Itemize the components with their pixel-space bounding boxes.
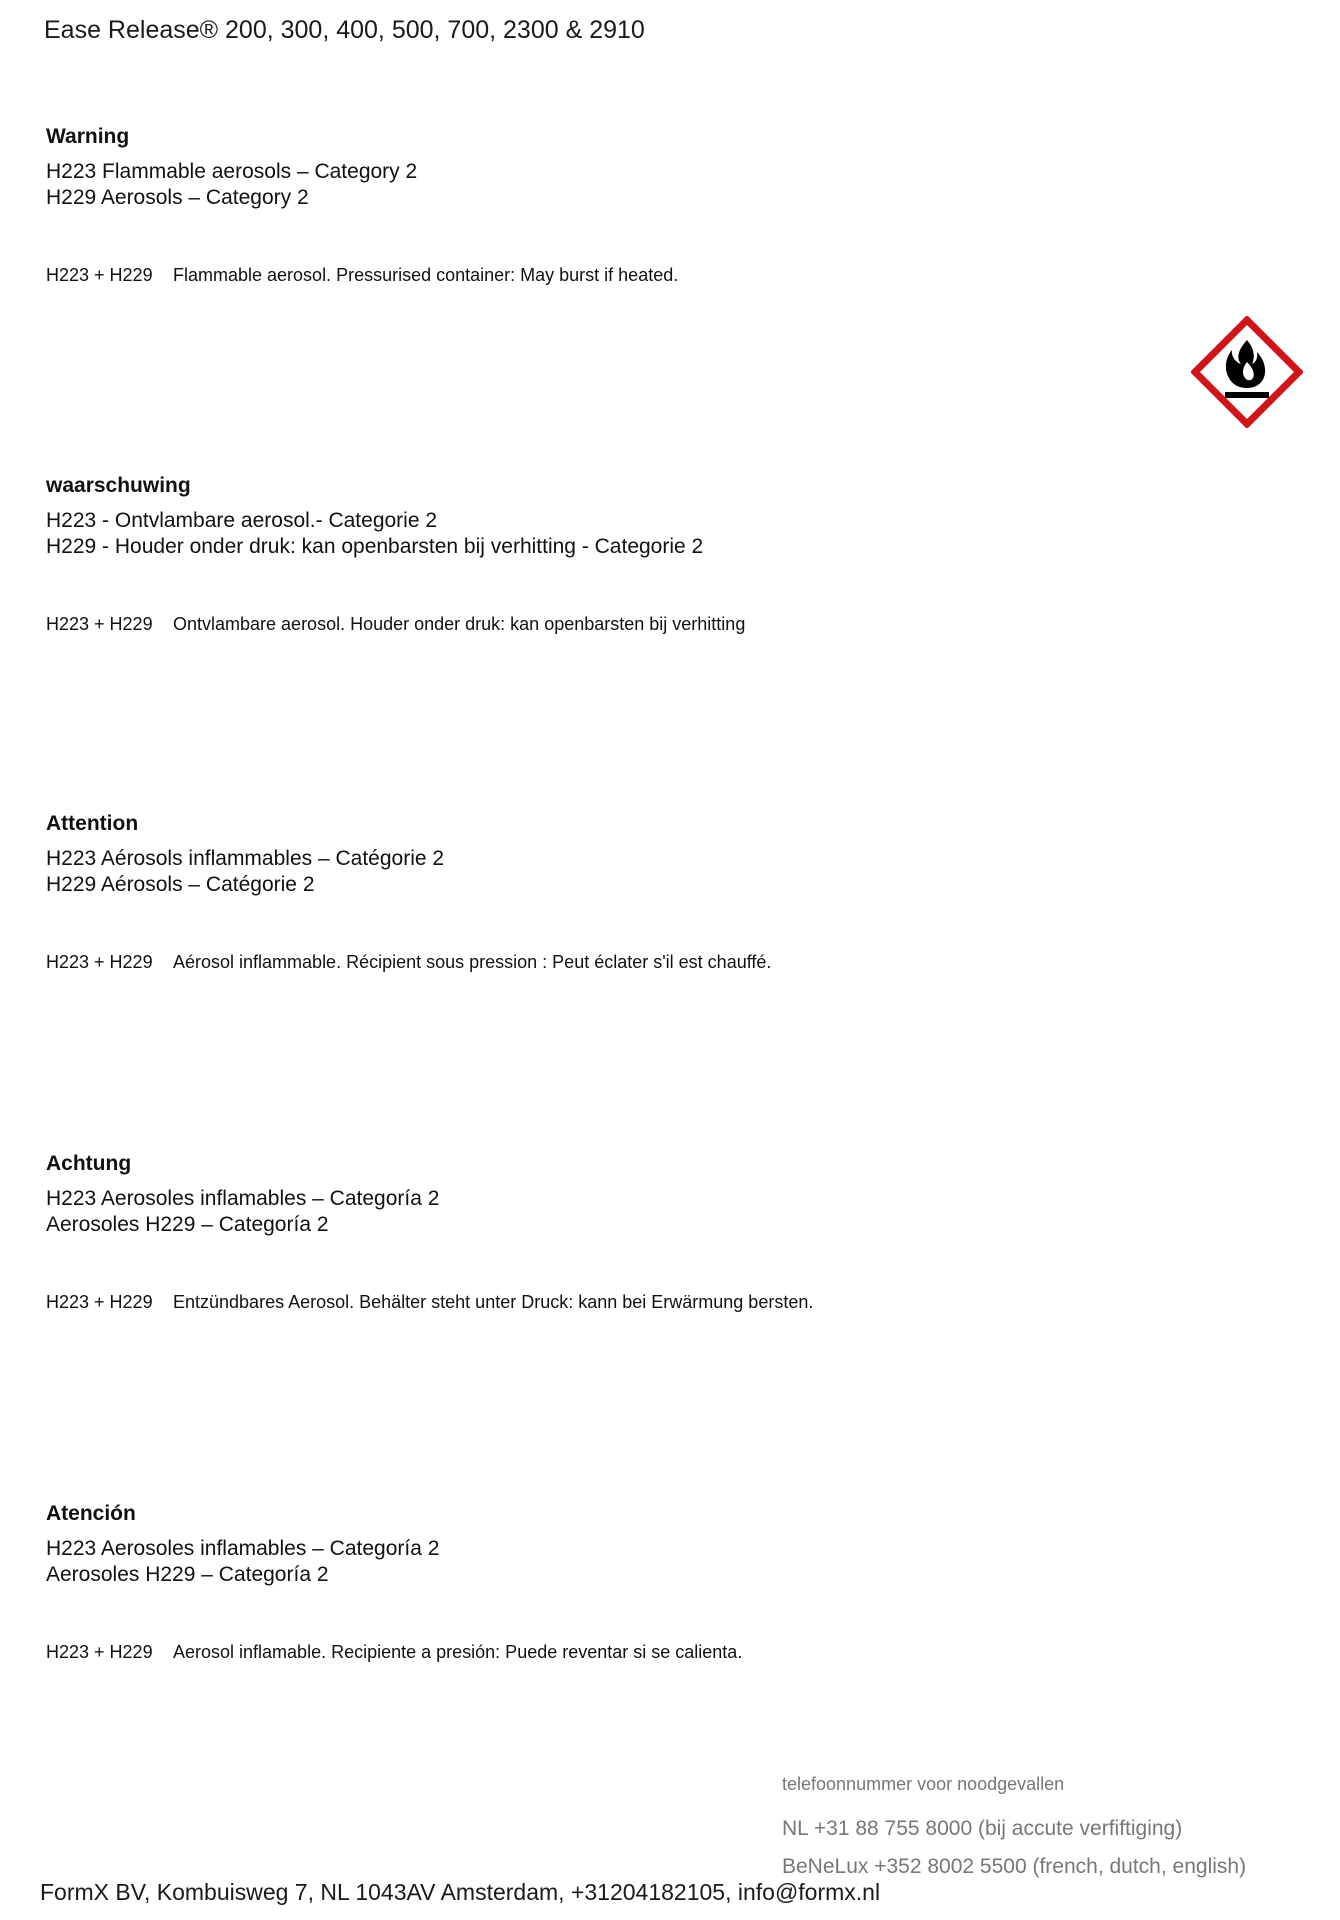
combined-code: H223 + H229 xyxy=(46,265,153,285)
combined-code: H223 + H229 xyxy=(46,1642,153,1662)
signal-word: waarschuwing xyxy=(46,474,191,497)
emergency-label: telefoonnummer voor noodgevallen xyxy=(782,1774,1065,1794)
combined-statement xyxy=(46,952,1046,973)
hazard-section-de xyxy=(46,1152,1046,1313)
company-footer: FormX BV, Kombuisweg 7, NL 1043AV Amsterdam, +31204182105, info@formx.nl xyxy=(40,1879,881,1905)
combined-statement xyxy=(46,1292,1046,1313)
emergency-number: BeNeLux +352 8002 5500 (french, dutch, english) xyxy=(782,1855,1247,1878)
signal-word: Warning xyxy=(46,125,130,148)
hazard-statement: H223 Aerosoles inflamables – Categoría 2 xyxy=(46,1187,440,1210)
combined-statement xyxy=(46,614,1046,635)
hazard-statement: H229 Aérosols – Catégorie 2 xyxy=(46,873,315,896)
hazard-section-nl xyxy=(46,474,1046,635)
combined-code: H223 + H229 xyxy=(46,1292,153,1312)
combined-text: Ontvlambare aerosol. Houder onder druk: kan openbarsten bij verhitting xyxy=(173,614,746,634)
combined-text: Flammable aerosol. Pressurised container: May burst if heated. xyxy=(173,265,679,285)
hazard-statement: Aerosoles H229 – Categoría 2 xyxy=(46,1213,329,1236)
signal-word: Achtung xyxy=(46,1152,132,1175)
hazard-statement: Aerosoles H229 – Categoría 2 xyxy=(46,1563,329,1586)
hazard-statement: H223 - Ontvlambare aerosol.- Categorie 2 xyxy=(46,509,438,532)
combined-text: Entzündbares Aerosol. Behälter steht unter Druck: kann bei Erwärmung bersten. xyxy=(173,1292,814,1312)
combined-text: Aérosol inflammable. Récipient sous pression : Peut éclater s'il est chauffé. xyxy=(173,952,772,972)
signal-word: Attention xyxy=(46,812,139,835)
signal-word: Atención xyxy=(46,1502,136,1525)
emergency-number: NL +31 88 755 8000 (bij accute verfiftiging) xyxy=(782,1817,1183,1840)
combined-code: H223 + H229 xyxy=(46,952,153,972)
hazard-statement: H223 Aerosoles inflamables – Categoría 2 xyxy=(46,1537,440,1560)
hazard-statement: H229 Aerosols – Category 2 xyxy=(46,186,309,209)
document-title: Ease Release® 200, 300, 400, 500, 700, 2300 & 2910 xyxy=(44,16,645,44)
hazard-statement: H223 Flammable aerosols – Category 2 xyxy=(46,160,418,183)
hazard-section-es xyxy=(46,1502,1046,1663)
combined-statement xyxy=(46,265,1046,286)
hazard-statement: H229 - Houder onder druk: kan openbarsten bij verhitting - Categorie 2 xyxy=(46,535,704,558)
combined-statement xyxy=(46,1642,1046,1663)
emergency-contact xyxy=(782,1774,1246,1886)
combined-text: Aerosol inflamable. Recipiente a presión: Puede reventar si se calienta. xyxy=(173,1642,743,1662)
hazard-section-en xyxy=(46,125,1046,286)
flame-hazard-icon xyxy=(1191,316,1303,428)
combined-code: H223 + H229 xyxy=(46,614,153,634)
hazard-statement: H223 Aérosols inflammables – Catégorie 2 xyxy=(46,847,445,870)
hazard-section-fr xyxy=(46,812,1046,973)
